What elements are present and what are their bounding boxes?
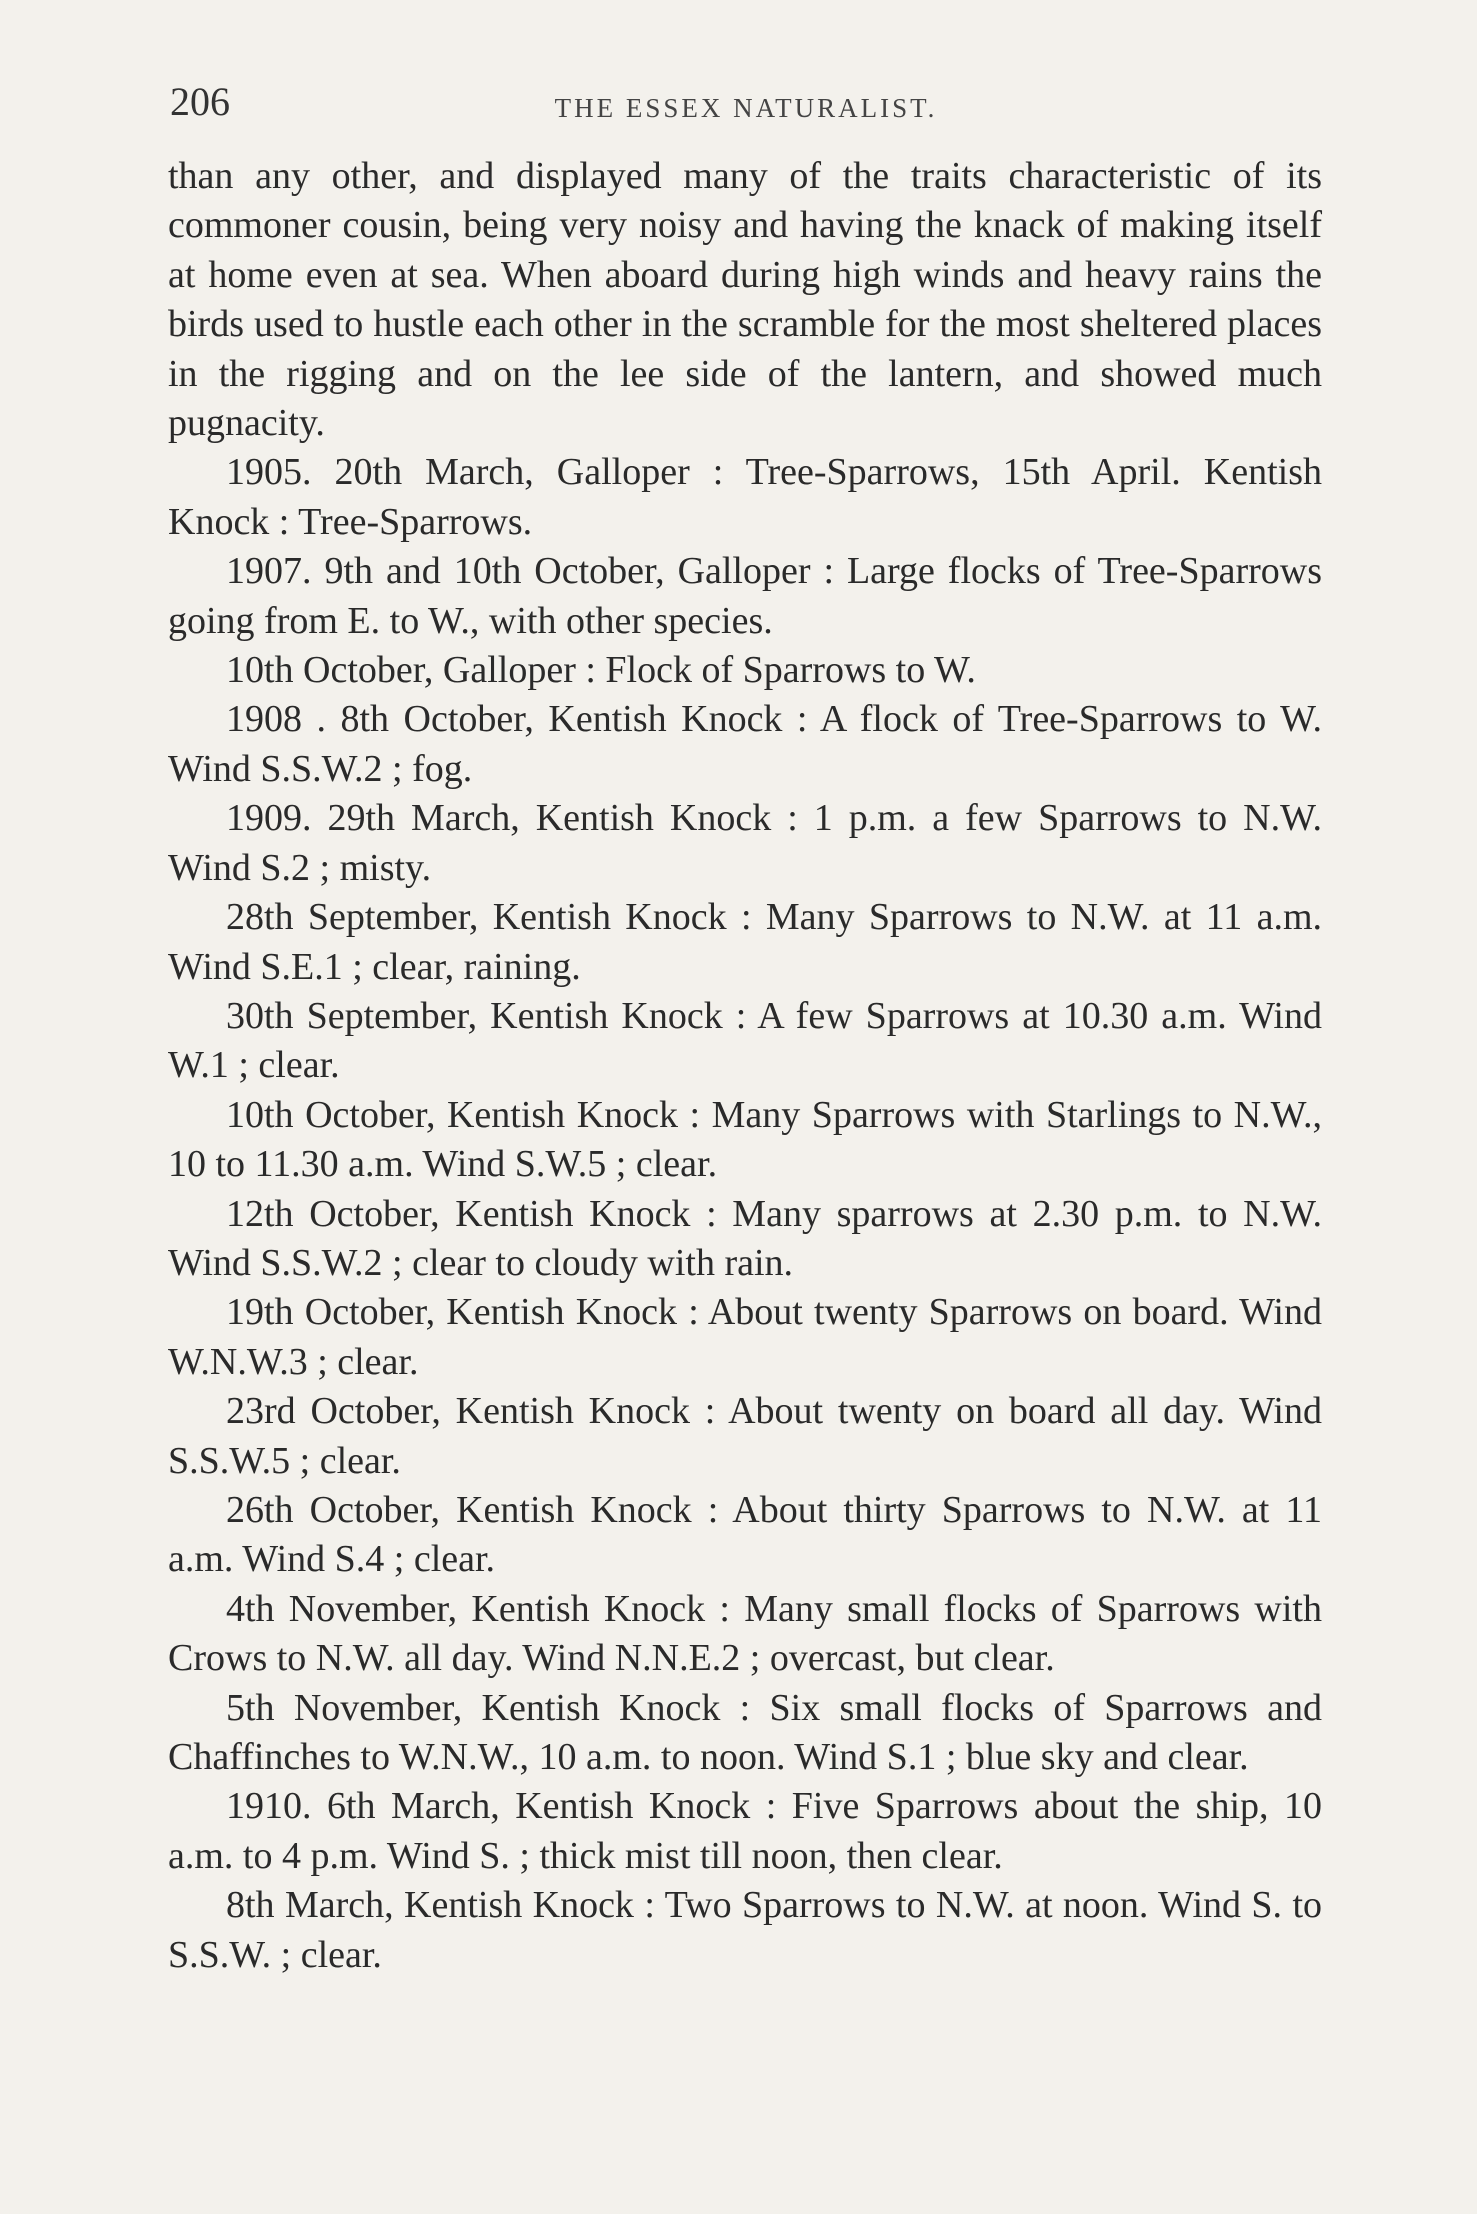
page-header (170, 72, 1322, 132)
record-entry-1910: 1910. 6th March, Kentish Knock : Five Sparrows about the ship, 10 a.m. to 4 p.m. Wind S. ; thick mist till noon, then clear. (168, 1785, 1322, 1877)
page-number: 206 (170, 79, 230, 124)
record-entry-1908: 1908 . 8th October, Kentish Knock : A flock of Tree-Sparrows to W. Wind S.S.W.2 ; fog. (168, 698, 1322, 790)
continuation-paragraph: than any other, and displayed many of the traits characteristic of its commoner cousin, being very noisy and having the knack of making itself at home even at sea. When aboard during high winds and heavy rains the birds used to hustle each other in the scramble for the most sheltered places in the rigging and on the lee side of the lantern, and showed much pugnacity. (168, 155, 1322, 445)
record-entry-1909: 1909. 29th March, Kentish Knock : 1 p.m. a few Sparrows to N.W. Wind S.2 ; misty. (168, 797, 1322, 889)
record-entry: 5th November, Kentish Knock : Six small flocks of Sparrows and Chaffinches to W.N.W., 10 a.m. to noon. Wind S.1 ; blue sky and clear. (168, 1686, 1322, 1778)
record-entry: 19th October, Kentish Knock : About twenty Sparrows on board. Wind W.N.W.3 ; clear. (168, 1291, 1322, 1383)
record-entry: 10th October, Kentish Knock : Many Sparrows with Starlings to N.W., 10 to 11.30 a.m. Wind S.W.5 ; clear. (168, 1093, 1322, 1186)
record-entry: 30th September, Kentish Knock : A few Sparrows at 10.30 a.m. Wind W.1 ; clear. (168, 994, 1322, 1087)
record-entry-1907: 1907. 9th and 10th October, Galloper : Large flocks of Tree-Sparrows going from E. to W., with other species. (168, 550, 1322, 642)
record-entry: 23rd October, Kentish Knock : About twenty on board all day. Wind S.S.W.5 ; clear. (168, 1390, 1322, 1482)
running-title: THE ESSEX NATURALIST. (554, 93, 938, 123)
record-entry: 26th October, Kentish Knock : About thirty Sparrows to N.W. at 11 a.m. Wind S.4 ; clear. (168, 1488, 1322, 1581)
record-entry: 12th October, Kentish Knock : Many sparrows at 2.30 p.m. to N.W. Wind S.S.W.2 ; clear to cloudy with rain. (168, 1192, 1322, 1284)
record-entry: 28th September, Kentish Knock : Many Sparrows to N.W. at 11 a.m. Wind S.E.1 ; clear, raining. (168, 896, 1322, 988)
record-entry: 8th March, Kentish Knock : Two Sparrows to N.W. at noon. Wind S. to S.S.W. ; clear. (168, 1884, 1322, 1976)
record-entry: 4th November, Kentish Knock : Many small flocks of Sparrows with Crows to N.W. all day. Wind N.N.E.2 ; overcast, but clear. (168, 1587, 1322, 1680)
record-entry: 10th October, Galloper : Flock of Sparrows to W. (226, 649, 976, 692)
body-text (168, 152, 1322, 1980)
record-entry-1905: 1905. 20th March, Galloper : Tree-Sparrows, 15th April. Kentish Knock : Tree-Sparrows. (168, 451, 1322, 543)
